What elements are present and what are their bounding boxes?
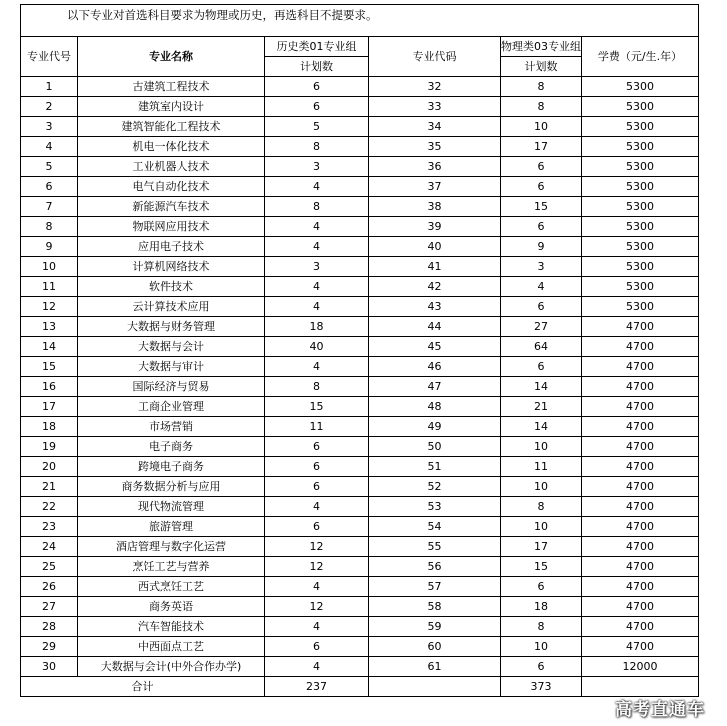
physics-plan-cell: 15 [501, 557, 582, 577]
header-major-code: 专业代码 [369, 37, 501, 77]
major-code-number-cell: 10 [21, 257, 78, 277]
major-code-cell: 58 [369, 597, 501, 617]
history-plan-cell: 6 [265, 637, 369, 657]
table-row [21, 217, 699, 237]
table-row [21, 437, 699, 457]
major-code-cell: 43 [369, 297, 501, 317]
major-code-cell: 61 [369, 657, 501, 677]
physics-plan-cell: 64 [501, 337, 582, 357]
table-row [21, 477, 699, 497]
major-name-cell: 电子商务 [78, 437, 265, 457]
physics-plan-cell: 8 [501, 77, 582, 97]
table-row [21, 557, 699, 577]
tuition-cell: 5300 [582, 277, 699, 297]
header-plan-history: 计划数 [265, 57, 369, 77]
major-name-cell: 商务英语 [78, 597, 265, 617]
tuition-cell: 5300 [582, 217, 699, 237]
tuition-cell: 5300 [582, 297, 699, 317]
major-name-cell: 大数据与会计(中外合作办学) [78, 657, 265, 677]
tuition-cell: 4700 [582, 537, 699, 557]
total-label: 合计 [21, 677, 265, 697]
major-code-cell: 47 [369, 377, 501, 397]
table-row [21, 77, 699, 97]
major-code-cell: 46 [369, 357, 501, 377]
tuition-cell: 4700 [582, 637, 699, 657]
major-name-cell: 酒店管理与数字化运营 [78, 537, 265, 557]
physics-plan-cell: 3 [501, 257, 582, 277]
history-plan-cell: 4 [265, 617, 369, 637]
physics-plan-cell: 17 [501, 537, 582, 557]
enrollment-plan-table [20, 4, 699, 697]
tuition-cell: 4700 [582, 377, 699, 397]
major-name-cell: 工业机器人技术 [78, 157, 265, 177]
major-name-cell: 汽车智能技术 [78, 617, 265, 637]
major-code-number-cell: 19 [21, 437, 78, 457]
major-code-number-cell: 27 [21, 597, 78, 617]
major-code-number-cell: 13 [21, 317, 78, 337]
history-plan-cell: 4 [265, 277, 369, 297]
major-code-number-cell: 8 [21, 217, 78, 237]
header-major-name: 专业名称 [78, 37, 265, 77]
total-physics: 373 [501, 677, 582, 697]
major-name-cell: 新能源汽车技术 [78, 197, 265, 217]
major-code-number-cell: 28 [21, 617, 78, 637]
physics-plan-cell: 6 [501, 217, 582, 237]
major-code-number-cell: 18 [21, 417, 78, 437]
major-code-number-cell: 9 [21, 237, 78, 257]
major-name-cell: 国际经济与贸易 [78, 377, 265, 397]
major-code-number-cell: 14 [21, 337, 78, 357]
major-code-number-cell: 11 [21, 277, 78, 297]
physics-plan-cell: 21 [501, 397, 582, 417]
major-code-cell: 32 [369, 77, 501, 97]
major-code-cell: 34 [369, 117, 501, 137]
header-history-group: 历史类01专业组 [265, 37, 369, 57]
tuition-cell: 4700 [582, 337, 699, 357]
history-plan-cell: 4 [265, 357, 369, 377]
major-code-number-cell: 24 [21, 537, 78, 557]
major-code-cell: 40 [369, 237, 501, 257]
major-code-cell: 55 [369, 537, 501, 557]
history-plan-cell: 12 [265, 557, 369, 577]
major-code-number-cell: 20 [21, 457, 78, 477]
table-row [21, 497, 699, 517]
major-code-cell: 42 [369, 277, 501, 297]
major-code-number-cell: 2 [21, 97, 78, 117]
physics-plan-cell: 10 [501, 437, 582, 457]
tuition-cell: 4700 [582, 397, 699, 417]
major-code-number-cell: 4 [21, 137, 78, 157]
physics-plan-cell: 27 [501, 317, 582, 337]
physics-plan-cell: 9 [501, 237, 582, 257]
major-code-number-cell: 15 [21, 357, 78, 377]
major-name-cell: 市场营销 [78, 417, 265, 437]
tuition-cell: 5300 [582, 237, 699, 257]
physics-plan-cell: 6 [501, 357, 582, 377]
major-code-cell: 51 [369, 457, 501, 477]
major-code-cell: 44 [369, 317, 501, 337]
table-row [21, 137, 699, 157]
total-row [21, 677, 699, 697]
major-code-cell: 57 [369, 577, 501, 597]
major-code-number-cell: 16 [21, 377, 78, 397]
major-name-cell: 云计算技术应用 [78, 297, 265, 317]
table-row [21, 297, 699, 317]
physics-plan-cell: 10 [501, 477, 582, 497]
major-code-cell: 54 [369, 517, 501, 537]
history-plan-cell: 11 [265, 417, 369, 437]
major-code-number-cell: 26 [21, 577, 78, 597]
history-plan-cell: 6 [265, 457, 369, 477]
table-row [21, 157, 699, 177]
tuition-cell: 4700 [582, 557, 699, 577]
major-code-cell: 33 [369, 97, 501, 117]
physics-plan-cell: 8 [501, 617, 582, 637]
tuition-cell: 5300 [582, 157, 699, 177]
major-code-cell: 37 [369, 177, 501, 197]
history-plan-cell: 12 [265, 597, 369, 617]
major-name-cell: 电气自动化技术 [78, 177, 265, 197]
major-code-number-cell: 21 [21, 477, 78, 497]
table-row [21, 357, 699, 377]
physics-plan-cell: 8 [501, 497, 582, 517]
major-name-cell: 古建筑工程技术 [78, 77, 265, 97]
header-plan-physics: 计划数 [501, 57, 582, 77]
major-code-cell: 49 [369, 417, 501, 437]
tuition-cell: 5300 [582, 137, 699, 157]
tuition-cell: 4700 [582, 417, 699, 437]
major-name-cell: 现代物流管理 [78, 497, 265, 517]
major-code-cell: 38 [369, 197, 501, 217]
major-name-cell: 机电一体化技术 [78, 137, 265, 157]
major-code-number-cell: 1 [21, 77, 78, 97]
table-row [21, 397, 699, 417]
history-plan-cell: 4 [265, 177, 369, 197]
history-plan-cell: 3 [265, 157, 369, 177]
history-plan-cell: 18 [265, 317, 369, 337]
major-name-cell: 大数据与审计 [78, 357, 265, 377]
major-code-cell: 35 [369, 137, 501, 157]
major-code-cell: 60 [369, 637, 501, 657]
history-plan-cell: 4 [265, 577, 369, 597]
physics-plan-cell: 4 [501, 277, 582, 297]
major-code-number-cell: 3 [21, 117, 78, 137]
header-fee: 学费（元/生.年） [582, 37, 699, 77]
major-code-number-cell: 23 [21, 517, 78, 537]
physics-plan-cell: 6 [501, 297, 582, 317]
physics-plan-cell: 10 [501, 637, 582, 657]
table-row [21, 597, 699, 617]
major-code-number-cell: 30 [21, 657, 78, 677]
history-plan-cell: 6 [265, 437, 369, 457]
major-code-cell: 45 [369, 337, 501, 357]
history-plan-cell: 4 [265, 237, 369, 257]
tuition-cell: 4700 [582, 437, 699, 457]
major-code-number-cell: 5 [21, 157, 78, 177]
tuition-cell: 5300 [582, 177, 699, 197]
tuition-cell: 4700 [582, 317, 699, 337]
history-plan-cell: 8 [265, 137, 369, 157]
major-name-cell: 应用电子技术 [78, 237, 265, 257]
major-code-cell: 48 [369, 397, 501, 417]
table-row [21, 237, 699, 257]
major-code-cell: 52 [369, 477, 501, 497]
physics-plan-cell: 6 [501, 177, 582, 197]
physics-plan-cell: 6 [501, 657, 582, 677]
major-code-cell: 50 [369, 437, 501, 457]
major-code-number-cell: 29 [21, 637, 78, 657]
watermark-logo: 高考直通车 [615, 700, 705, 720]
major-code-number-cell: 6 [21, 177, 78, 197]
major-name-cell: 计算机网络技术 [78, 257, 265, 277]
tuition-cell: 4700 [582, 517, 699, 537]
table-row [21, 97, 699, 117]
physics-plan-cell: 14 [501, 417, 582, 437]
tuition-cell: 5300 [582, 117, 699, 137]
table-row [21, 537, 699, 557]
major-name-cell: 软件技术 [78, 277, 265, 297]
major-name-cell: 建筑室内设计 [78, 97, 265, 117]
history-plan-cell: 12 [265, 537, 369, 557]
major-code-cell: 56 [369, 557, 501, 577]
major-name-cell: 工商企业管理 [78, 397, 265, 417]
physics-plan-cell: 10 [501, 117, 582, 137]
major-code-number-cell: 25 [21, 557, 78, 577]
history-plan-cell: 6 [265, 97, 369, 117]
table-row [21, 457, 699, 477]
table-row [21, 377, 699, 397]
major-name-cell: 中西面点工艺 [78, 637, 265, 657]
major-code-cell: 36 [369, 157, 501, 177]
physics-plan-cell: 14 [501, 377, 582, 397]
major-name-cell: 商务数据分析与应用 [78, 477, 265, 497]
major-name-cell: 旅游管理 [78, 517, 265, 537]
tuition-cell: 5300 [582, 257, 699, 277]
major-code-cell: 59 [369, 617, 501, 637]
tuition-cell: 4700 [582, 457, 699, 477]
history-plan-cell: 4 [265, 217, 369, 237]
table-row [21, 417, 699, 437]
tuition-cell: 5300 [582, 97, 699, 117]
table-row [21, 197, 699, 217]
major-code-cell: 53 [369, 497, 501, 517]
history-plan-cell: 40 [265, 337, 369, 357]
table-row [21, 277, 699, 297]
physics-plan-cell: 17 [501, 137, 582, 157]
major-name-cell: 物联网应用技术 [78, 217, 265, 237]
header-code: 专业代号 [21, 37, 78, 77]
table-row [21, 337, 699, 357]
total-blank [369, 677, 501, 697]
history-plan-cell: 4 [265, 297, 369, 317]
history-plan-cell: 15 [265, 397, 369, 417]
table-row [21, 637, 699, 657]
physics-plan-cell: 10 [501, 517, 582, 537]
history-plan-cell: 6 [265, 517, 369, 537]
physics-plan-cell: 11 [501, 457, 582, 477]
physics-plan-cell: 6 [501, 157, 582, 177]
physics-plan-cell: 8 [501, 97, 582, 117]
history-plan-cell: 4 [265, 657, 369, 677]
table-row [21, 117, 699, 137]
total-blank [582, 677, 699, 697]
tuition-cell: 4700 [582, 357, 699, 377]
tuition-cell: 5300 [582, 197, 699, 217]
tuition-cell: 4700 [582, 597, 699, 617]
history-plan-cell: 8 [265, 197, 369, 217]
tuition-cell: 5300 [582, 77, 699, 97]
major-code-cell: 39 [369, 217, 501, 237]
history-plan-cell: 3 [265, 257, 369, 277]
history-plan-cell: 5 [265, 117, 369, 137]
major-name-cell: 大数据与会计 [78, 337, 265, 357]
major-code-number-cell: 22 [21, 497, 78, 517]
major-code-number-cell: 12 [21, 297, 78, 317]
tuition-cell: 4700 [582, 617, 699, 637]
header-physics-group: 物理类03专业组 [501, 37, 582, 57]
table-row [21, 257, 699, 277]
table-row [21, 617, 699, 637]
table-row [21, 577, 699, 597]
physics-plan-cell: 18 [501, 597, 582, 617]
history-plan-cell: 6 [265, 477, 369, 497]
major-name-cell: 跨境电子商务 [78, 457, 265, 477]
major-code-number-cell: 7 [21, 197, 78, 217]
history-plan-cell: 8 [265, 377, 369, 397]
tuition-cell: 12000 [582, 657, 699, 677]
tuition-cell: 4700 [582, 477, 699, 497]
major-name-cell: 西式烹饪工艺 [78, 577, 265, 597]
table-row [21, 317, 699, 337]
major-name-cell: 建筑智能化工程技术 [78, 117, 265, 137]
table-note: 以下专业对首选科目要求为物理或历史，再选科目不提要求。 [21, 5, 699, 37]
history-plan-cell: 4 [265, 497, 369, 517]
major-name-cell: 烹饪工艺与营养 [78, 557, 265, 577]
major-code-number-cell: 17 [21, 397, 78, 417]
table-row [21, 177, 699, 197]
tuition-cell: 4700 [582, 577, 699, 597]
physics-plan-cell: 6 [501, 577, 582, 597]
history-plan-cell: 6 [265, 77, 369, 97]
table-row [21, 517, 699, 537]
physics-plan-cell: 15 [501, 197, 582, 217]
total-history: 237 [265, 677, 369, 697]
table-row [21, 657, 699, 677]
major-name-cell: 大数据与财务管理 [78, 317, 265, 337]
major-code-cell: 41 [369, 257, 501, 277]
tuition-cell: 4700 [582, 497, 699, 517]
